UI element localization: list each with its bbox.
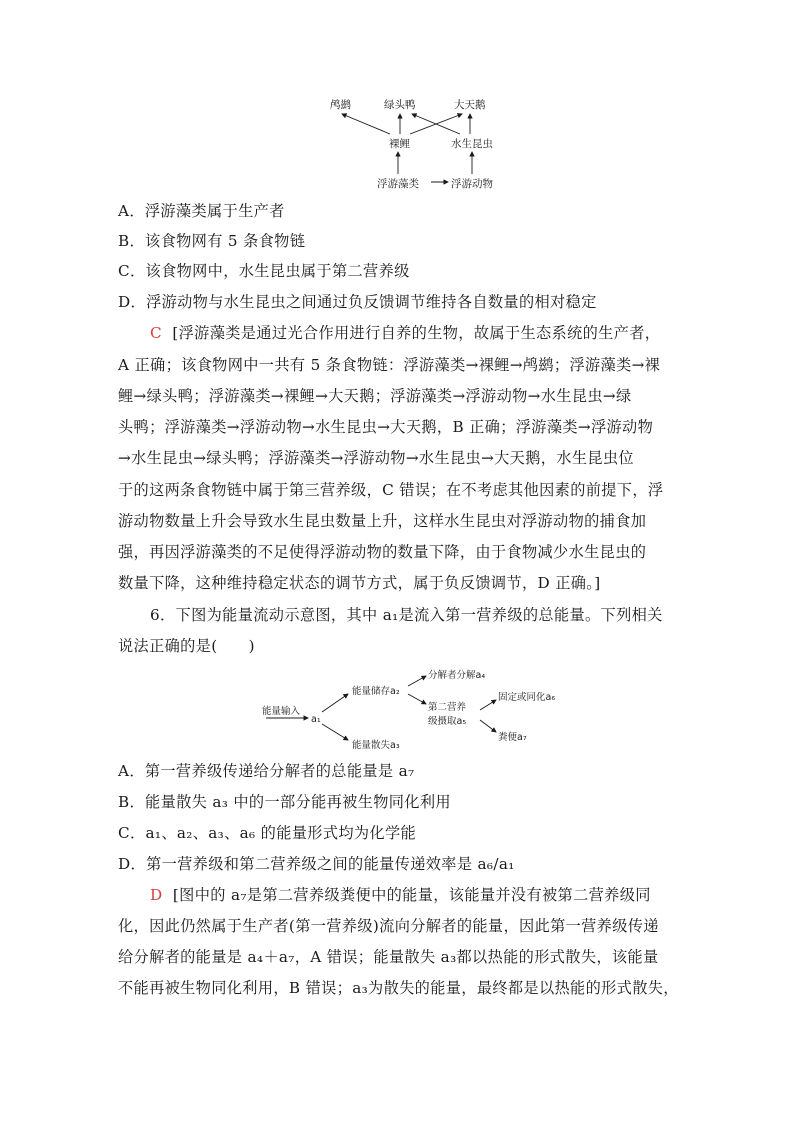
q6-explanation-line-3: 给分解者的能量是 a₄＋a₇，A 错误；能量散失 a₃都以热能的形式散失，该能量 <box>118 948 659 966</box>
q6-option-a: A．第一营养级传递给分解者的总能量是 a₇ <box>118 762 415 780</box>
node-duck: 绿头鸭 <box>384 99 416 111</box>
q5-option-d: D．浮游动物与水生昆虫之间通过负反馈调节维持各自数量的相对稳定 <box>118 293 597 311</box>
q5-option-a: A．浮游藻类属于生产者 <box>118 202 285 220</box>
arrow-storage-second <box>408 694 426 704</box>
q6-explanation-line-2: 化，因此仍然属于生产者(第一营养级)流向分解者的能量，因此第一营养级传递 <box>118 917 659 935</box>
node-carp: 裸鲤 <box>389 138 410 150</box>
q5-explanation-line-2: A 正确；该食物网中一共有 5 条食物链：浮游藻类→裸鲤→鸬鹚；浮游藻类→裸 <box>118 356 661 374</box>
q5-explanation-line-6: 于的这两条食物链中属于第三营养级，C 错误；在不考虑其他因素的前提下，浮 <box>118 481 664 499</box>
label-feces: 粪便a₇ <box>498 732 527 743</box>
q5-explanation-line-3: 鲤→绿头鸭；浮游藻类→裸鲤→大天鹅；浮游藻类→浮游动物→水生昆虫→绿 <box>118 387 632 405</box>
q6-answer: D <box>150 886 163 904</box>
q6-option-d: D．第一营养级和第二营养级之间的能量传递效率是 a₆/a₁ <box>118 855 515 873</box>
energy-flow-diagram <box>258 664 578 756</box>
arrow-second-assimilate <box>480 700 496 710</box>
node-algae: 浮游藻类 <box>377 178 419 190</box>
q6-option-c: C．a₁、a₂、a₃、a₆ 的能量形式均为化学能 <box>118 824 417 842</box>
label-loss: 能量散失a₃ <box>352 740 400 751</box>
arrow-a1-loss <box>322 724 348 740</box>
node-swan: 大天鹅 <box>454 99 486 111</box>
arrow-insect-duck <box>412 114 460 134</box>
label-energy-input: 能量输入 <box>262 706 301 717</box>
q6-explanation-line-1: D [图中的 a₇是第二营养级粪便中的能量，该能量并没有被第二营养级同 <box>150 886 651 904</box>
q5-explanation-line-7: 游动物数量上升会导致水生昆虫数量上升，这样水生昆虫对浮游动物的捕食加 <box>118 512 647 530</box>
label-storage: 能量储存a₂ <box>352 686 400 697</box>
q5-explanation-line-5: →水生昆虫→绿头鸭；浮游藻类→浮游动物→水生昆虫→大天鹅，水生昆虫位 <box>118 449 634 467</box>
label-a1: a₁ <box>311 714 321 725</box>
q5-answer: C <box>150 324 162 342</box>
q6-stem-line-2: 说法正确的是( ) <box>118 637 255 655</box>
label-assimilate: 固定或同化a₆ <box>498 692 556 703</box>
label-decomposer: 分解者分解a₄ <box>428 670 486 681</box>
arrow-carp-bird1 <box>342 114 390 134</box>
q5-explanation-line-4: 头鸭；浮游藻类→浮游动物→水生昆虫→大天鹅，B 正确；浮游藻类→浮游动物 <box>118 418 654 436</box>
q5-explanation-line-1: C [浮游藻类是通过光合作用进行自养的生物，故属于生态系统的生产者， <box>150 324 661 342</box>
q5-explanation-line-9: 数量下降，这种维持稳定状态的调节方式，属于负反馈调节，D 正确。] <box>118 574 601 592</box>
q5-option-c: C．该食物网中，水生昆虫属于第二营养级 <box>118 262 410 280</box>
q5-option-b: B．该食物网有 5 条食物链 <box>118 232 306 250</box>
q6-stem-line-1: 6．下图为能量流动示意图，其中 a₁是流入第一营养级的总能量。下列相关 <box>150 606 663 624</box>
node-bird1: 鸬鹚 <box>330 99 351 111</box>
q6-option-b: B．能量散失 a₃ 中的一部分能再被生物同化利用 <box>118 793 451 811</box>
label-second-intake-1: 第二营养 <box>428 702 467 713</box>
arrow-second-feces <box>480 720 496 732</box>
q5-explanation-line-8: 强，再因浮游藻类的不足使得浮游动物的数量下降，由于食物减少水生昆虫的 <box>118 543 647 561</box>
q6-explanation-line-4: 不能再被生物同化利用，B 错误；a₃为散失的能量，最终都是以热能的形式散失， <box>118 979 679 997</box>
food-web-diagram <box>320 92 510 196</box>
arrow-storage-decomposer <box>408 676 426 686</box>
node-insect: 水生昆虫 <box>451 138 493 150</box>
node-zooplankton: 浮游动物 <box>451 178 493 190</box>
arrow-a1-storage <box>322 694 348 712</box>
label-second-intake-2: 级摄取a₅ <box>428 716 467 727</box>
